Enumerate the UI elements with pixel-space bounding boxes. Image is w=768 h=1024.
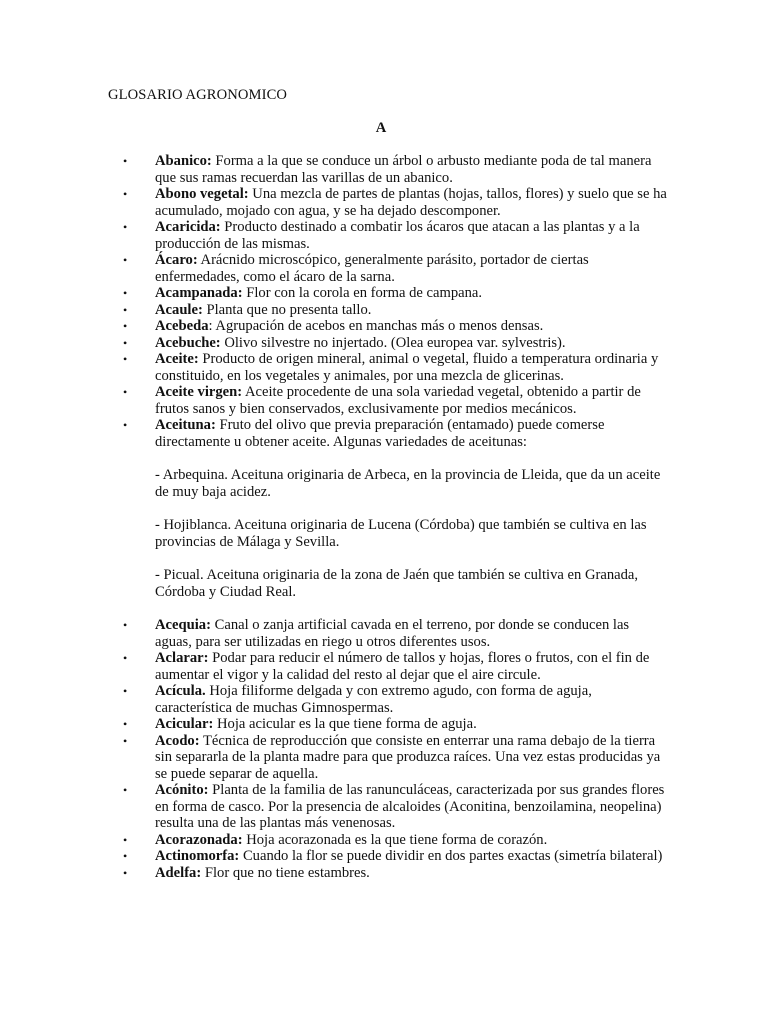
glossary-term: Acicular: <box>155 716 214 732</box>
glossary-definition: Hoja acicular es la que tiene forma de aguja. <box>213 716 477 732</box>
glossary-entry <box>108 650 668 683</box>
bullet-icon: • <box>123 849 128 863</box>
olive-variety-item: - Arbequina. Aceituna originaria de Arbeca, en la provincia de Lleida, que da un aceite de muy baja acidez. <box>155 467 661 500</box>
glossary-definition: Técnica de reproducción que consiste en enterrar una rama debajo de la tierra sin separarla de la planta madre para que produzca raíces. Una vez estas producidas ya se puede separar de aquella. <box>155 732 661 782</box>
glossary-term: Actinomorfa: <box>155 848 240 864</box>
glossary-term: Acícula. <box>155 683 206 699</box>
glossary-entry <box>108 153 668 186</box>
glossary-term: Aceite virgen: <box>155 384 243 400</box>
glossary-entry <box>108 186 668 219</box>
glossary-entry <box>108 351 668 384</box>
glossary-definition: Fruto del olivo que previa preparación (entamado) puede comerse directamente u obtener aceite. Algunas variedades de aceitunas: <box>155 417 605 450</box>
document-title: GLOSARIO AGRONOMICO <box>108 87 288 103</box>
bullet-icon: • <box>123 783 128 797</box>
bullet-icon: • <box>123 286 128 300</box>
glossary-term: Acebuche: <box>155 334 221 351</box>
glossary-definition: Una mezcla de partes de plantas (hojas, tallos, flores) y suelo que se ha acumulado, mojado con agua, y se ha dejado descomponer. <box>155 186 667 219</box>
bullet-icon: • <box>123 418 128 432</box>
glossary-term: Aceituna: <box>155 417 216 433</box>
glossary-definition: Aceite procedente de una sola variedad vegetal, obtenido a partir de frutos sanos y bien conservados, exclusivamente por medios mecánicos. <box>155 384 641 417</box>
glossary-entry <box>108 716 668 733</box>
bullet-icon: • <box>123 319 128 333</box>
glossary-entry <box>108 302 668 319</box>
glossary-definition: Podar para reducir el número de tallos y hojas, flores o frutos, con el fin de aumentar el vigor y la calidad del resto al dejar que el aire circule. <box>155 650 650 683</box>
glossary-entry <box>108 617 668 650</box>
glossary-definition: Canal o zanja artificial cavada en el terreno, por donde se conducen las aguas, para ser utilizadas en riego u otros diferentes usos. <box>155 617 630 650</box>
glossary-definition: Arácnido microscópico, generalmente parásito, portador de ciertas enfermedades, como el ácaro de la sarna. <box>155 252 589 285</box>
glossary-definition: Planta que no presenta tallo. <box>202 301 372 318</box>
glossary-term: Acebeda <box>155 318 209 334</box>
bullet-icon: • <box>123 651 128 665</box>
glossary-entry <box>108 865 668 882</box>
glossary-term: Acaule: <box>155 301 203 318</box>
glossary-definition: Producto de origen mineral, animal o vegetal, fluido a temperatura ordinaria y constituido, en los vegetales y animales, por una mezcla de glicerinas. <box>155 351 659 384</box>
glossary-term: Aceite: <box>155 351 199 367</box>
bullet-icon: • <box>123 187 128 201</box>
glossary-definition: Planta de la familia de las ranunculáceas, caracterizada por sus grandes flores en forma de casco. Por la presencia de alcaloides (Aconitina, benzoilamina, neopelina) resulta una de las plantas más venenosas. <box>155 782 665 831</box>
glossary-entry <box>108 417 668 450</box>
glossary-definition: Flor que no tiene estambres. <box>201 864 370 881</box>
glossary-entry <box>108 384 668 417</box>
glossary-definition: : Agrupación de acebos en manchas más o menos densas. <box>208 318 544 334</box>
bullet-icon: • <box>123 717 128 731</box>
olive-variety-item: - Picual. Aceituna originaria de la zona de Jaén que también se cultiva en Granada, Córdoba y Ciudad Real. <box>155 567 639 600</box>
bullet-icon: • <box>123 684 128 698</box>
glossary-term: Acequia: <box>155 617 211 633</box>
bullet-icon: • <box>123 733 128 748</box>
bullet-icon: • <box>123 618 128 632</box>
glossary-term: Acaricida: <box>155 219 221 235</box>
bullet-icon: • <box>123 154 128 168</box>
glossary-term: Acónito: <box>155 782 209 798</box>
glossary-term: Abanico: <box>155 153 212 169</box>
glossary-entry <box>108 335 668 352</box>
glossary-definition: Flor con la corola en forma de campana. <box>242 285 483 301</box>
glossary-definition: Hoja acorazonada es la que tiene forma de corazón. <box>242 831 548 848</box>
section-letter-text: A <box>375 120 387 136</box>
glossary-term: Abono vegetal: <box>155 186 249 202</box>
bullet-icon: • <box>123 335 128 350</box>
glossary-term: Acorazonada: <box>155 831 243 848</box>
bullet-icon: • <box>123 832 128 847</box>
glossary-definition: Hoja filiforme delgada y con extremo agudo, con forma de aguja, característica de muchas Gimnospermas. <box>155 683 592 716</box>
bullet-icon: • <box>123 220 128 234</box>
glossary-term: Aclarar: <box>155 650 209 666</box>
bullet-icon: • <box>123 253 128 267</box>
section-letter-heading <box>0 119 768 137</box>
glossary-term: Acodo: <box>155 732 200 749</box>
glossary-entry <box>108 782 668 832</box>
glossary-entry <box>108 733 668 783</box>
bullet-icon: • <box>123 352 128 366</box>
olive-variety-item: - Hojiblanca. Aceituna originaria de Lucena (Córdoba) que también se cultiva en las provincias de Málaga y Sevilla. <box>155 517 647 550</box>
bullet-icon: • <box>123 385 128 399</box>
glossary-definition: Forma a la que se conduce un árbol o arbusto mediante poda de tal manera que sus ramas recuerdan las varillas de un abanico. <box>155 153 652 186</box>
glossary-entry <box>108 252 668 285</box>
glossary-term: Adelfa: <box>155 864 202 881</box>
bullet-icon: • <box>123 865 128 880</box>
glossary-entry <box>108 285 668 302</box>
glossary-list <box>108 153 668 881</box>
glossary-term: Acampanada: <box>155 285 243 301</box>
glossary-entry <box>108 683 668 716</box>
glossary-definition: Cuando la flor se puede dividir en dos partes exactas (simetría bilateral) <box>239 848 663 864</box>
glossary-term: Ácaro: <box>155 252 198 268</box>
glossary-entry <box>108 832 668 849</box>
bullet-icon: • <box>123 302 128 317</box>
glossary-entry <box>108 219 668 252</box>
glossary-entry <box>108 848 668 865</box>
glossary-entry <box>108 318 668 335</box>
glossary-definition: Producto destinado a combatir los ácaros que atacan a las plantas y a la producción de las mismas. <box>155 219 640 252</box>
glossary-definition: Olivo silvestre no injertado. (Olea europea var. sylvestris). <box>220 334 566 351</box>
